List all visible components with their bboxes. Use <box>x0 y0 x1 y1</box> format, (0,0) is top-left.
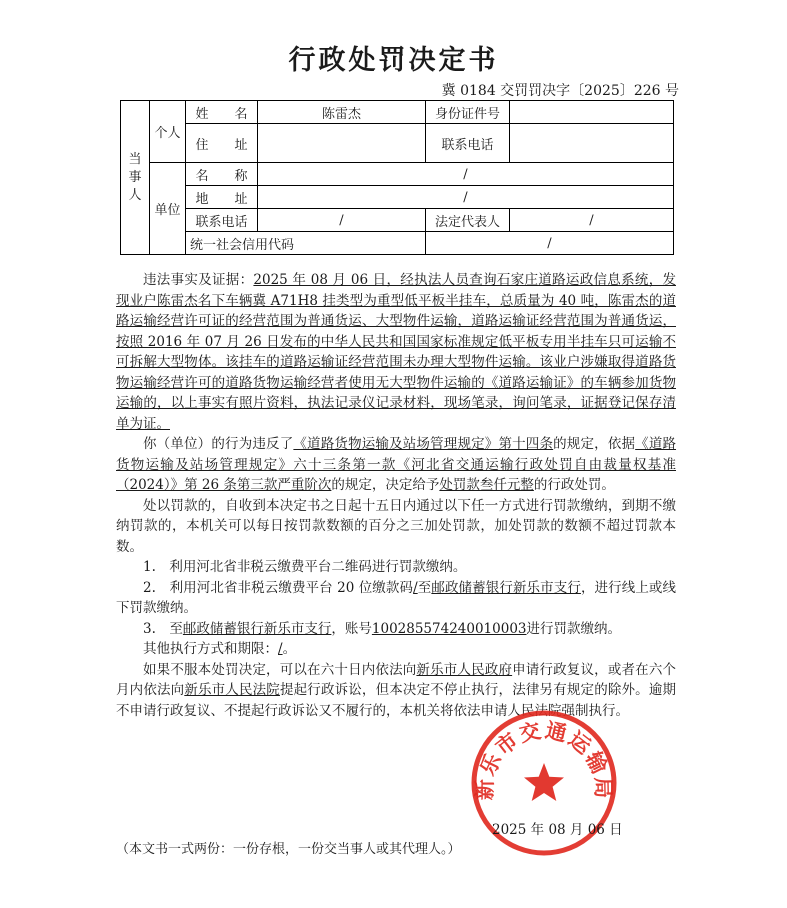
unit-address-value: / <box>258 186 674 209</box>
penalty-amount: 处罚款叁仟元整 <box>439 477 534 493</box>
party-label: 当事人 <box>121 101 150 255</box>
method-2-to: 至 <box>417 579 432 596</box>
unit-name-value: / <box>258 163 674 186</box>
review-authority: 新乐市人民政府 <box>416 661 513 678</box>
appeal-text-3: 提起行政诉讼，但本决定不停止执行，法律另有规定的除外。逾期不申请行政复议、不提起行政诉讼又不履行的，本机关将依法申请人民法院强制执行。 <box>116 682 677 719</box>
other-execution-value: / <box>278 641 283 657</box>
name-label: 姓 名 <box>186 101 258 124</box>
decision-text-3: 的规定，决定给予 <box>331 477 440 493</box>
decision-text-4: 的行政处罚。 <box>533 477 615 493</box>
appeal-text-2: 申请行政复议，或者在六个月内依法向 <box>116 661 677 698</box>
address-label: 住 址 <box>186 124 258 163</box>
footer-note: （本文书一式两份：一份存根，一份交当事人或其代理人。） <box>116 842 461 857</box>
decision-date: 2025 年 08 月 06 日 <box>492 822 623 838</box>
name-value: 陈雷杰 <box>258 101 426 124</box>
decision-text-1: 你（单位）的行为违反了 <box>143 436 294 452</box>
phone-value <box>510 124 674 163</box>
method-3-end: 进行罚款缴纳。 <box>526 620 621 637</box>
party-info-table <box>120 100 674 255</box>
legal-rep-value: / <box>510 209 674 232</box>
svg-text:新乐市交通运输局: 新乐市交通运输局 <box>472 718 616 801</box>
unit-label: 单位 <box>150 163 186 255</box>
legal-rep-label: 法定代表人 <box>426 209 510 232</box>
court-name: 新乐市人民法院 <box>184 682 280 698</box>
payment-method-1: 1. 利用河北省非税云缴费平台二维码进行罚款缴纳。 <box>143 559 467 575</box>
method-3-account-label: ，账号 <box>331 620 372 637</box>
facts-paragraph <box>116 270 676 434</box>
decision-paragraph <box>116 434 676 496</box>
facts-text: 2025 年 08 月 06 日，经执法人员查询石家庄道路运政信息系统，发现业户陈雷杰名下车辆冀 A71H8 挂类型为重型低平板半挂车，总质量为 40 吨，陈雷杰的道路运输经营许可证的经营范围为普通货运、大型物件运输，道路运输证经营范围为普通货运，按照 2016 年 07 月 26 日发布的中华人民共和国国家标准规定低平板专用半挂车只可运输不可拆解大型物体。该挂车的道路运输证经营范围未办理大型物件运输。该业户涉嫌取得道路货物运输经营许可的道路货物运输经营者使用无大型物件运输的《道路运输证》的车辆参加货物运输的，以上事实有照片资料，执法记录仪记录材料，现场笔录，询问笔录，证据登记保存清单为证。 <box>116 272 676 432</box>
unit-address-label: 地 址 <box>186 186 258 209</box>
facts-label: 违法事实及证据： <box>143 272 254 288</box>
document-number: 冀 0184 交罚罚决字〔2025〕226 号 <box>441 83 679 99</box>
unit-phone-label: 联系电话 <box>186 209 258 232</box>
credit-code-label: 统一社会信用代码 <box>186 232 426 255</box>
payment-method-2 <box>116 578 676 619</box>
payment-method-3 <box>116 619 676 640</box>
unit-phone-value: / <box>258 209 426 232</box>
other-execution-end: 。 <box>282 641 297 657</box>
id-label: 身份证件号 <box>426 101 510 124</box>
payment-intro: 处以罚款的，自收到本决定书之日起十五日内通过以下任一方式进行罚款缴纳，到期不缴纳罚款的，本机关可以每日按罚款数额的百分之三加处罚款，加处罚款的数额不超过罚款本数。 <box>116 497 676 555</box>
method-3-text: 3. 至 <box>143 620 183 637</box>
phone-label: 联系电话 <box>426 124 510 163</box>
unit-name-label: 名 称 <box>186 163 258 186</box>
payment-bank: 邮政储蓄银行新乐市支行 <box>431 579 581 596</box>
credit-code-value: / <box>426 232 674 255</box>
id-value <box>510 101 674 124</box>
payment-bank-2: 邮政储蓄银行新乐市支行 <box>182 620 332 637</box>
other-execution-label: 其他执行方式和期限： <box>143 641 278 657</box>
individual-label: 个人 <box>150 101 186 163</box>
document-title: 行政处罚决定书 <box>288 45 499 76</box>
decision-text-2: 的规定，依据 <box>553 436 636 452</box>
other-execution <box>116 639 676 660</box>
method-2-text: 2. 利用河北省非税云缴费平台 20 位缴款码 <box>143 579 414 596</box>
address-value <box>258 124 426 163</box>
payment-code: / <box>413 579 418 596</box>
account-number: 100285574240010003 <box>371 620 527 637</box>
method-2-end: ，进行线上或线下罚款缴纳。 <box>116 579 677 616</box>
document-body <box>116 270 676 721</box>
basis-law: 《道路货物运输及站场管理规定》六十三条第一款《河北省交通运输行政处罚自由裁量权基准（2024）》第 26 条第三款严重阶次 <box>116 436 677 493</box>
appeal-text-1: 如果不服本处罚决定，可以在六十日内依法向 <box>143 661 417 678</box>
violated-law: 《道路货物运输及站场管理规定》第十四条 <box>293 436 554 452</box>
